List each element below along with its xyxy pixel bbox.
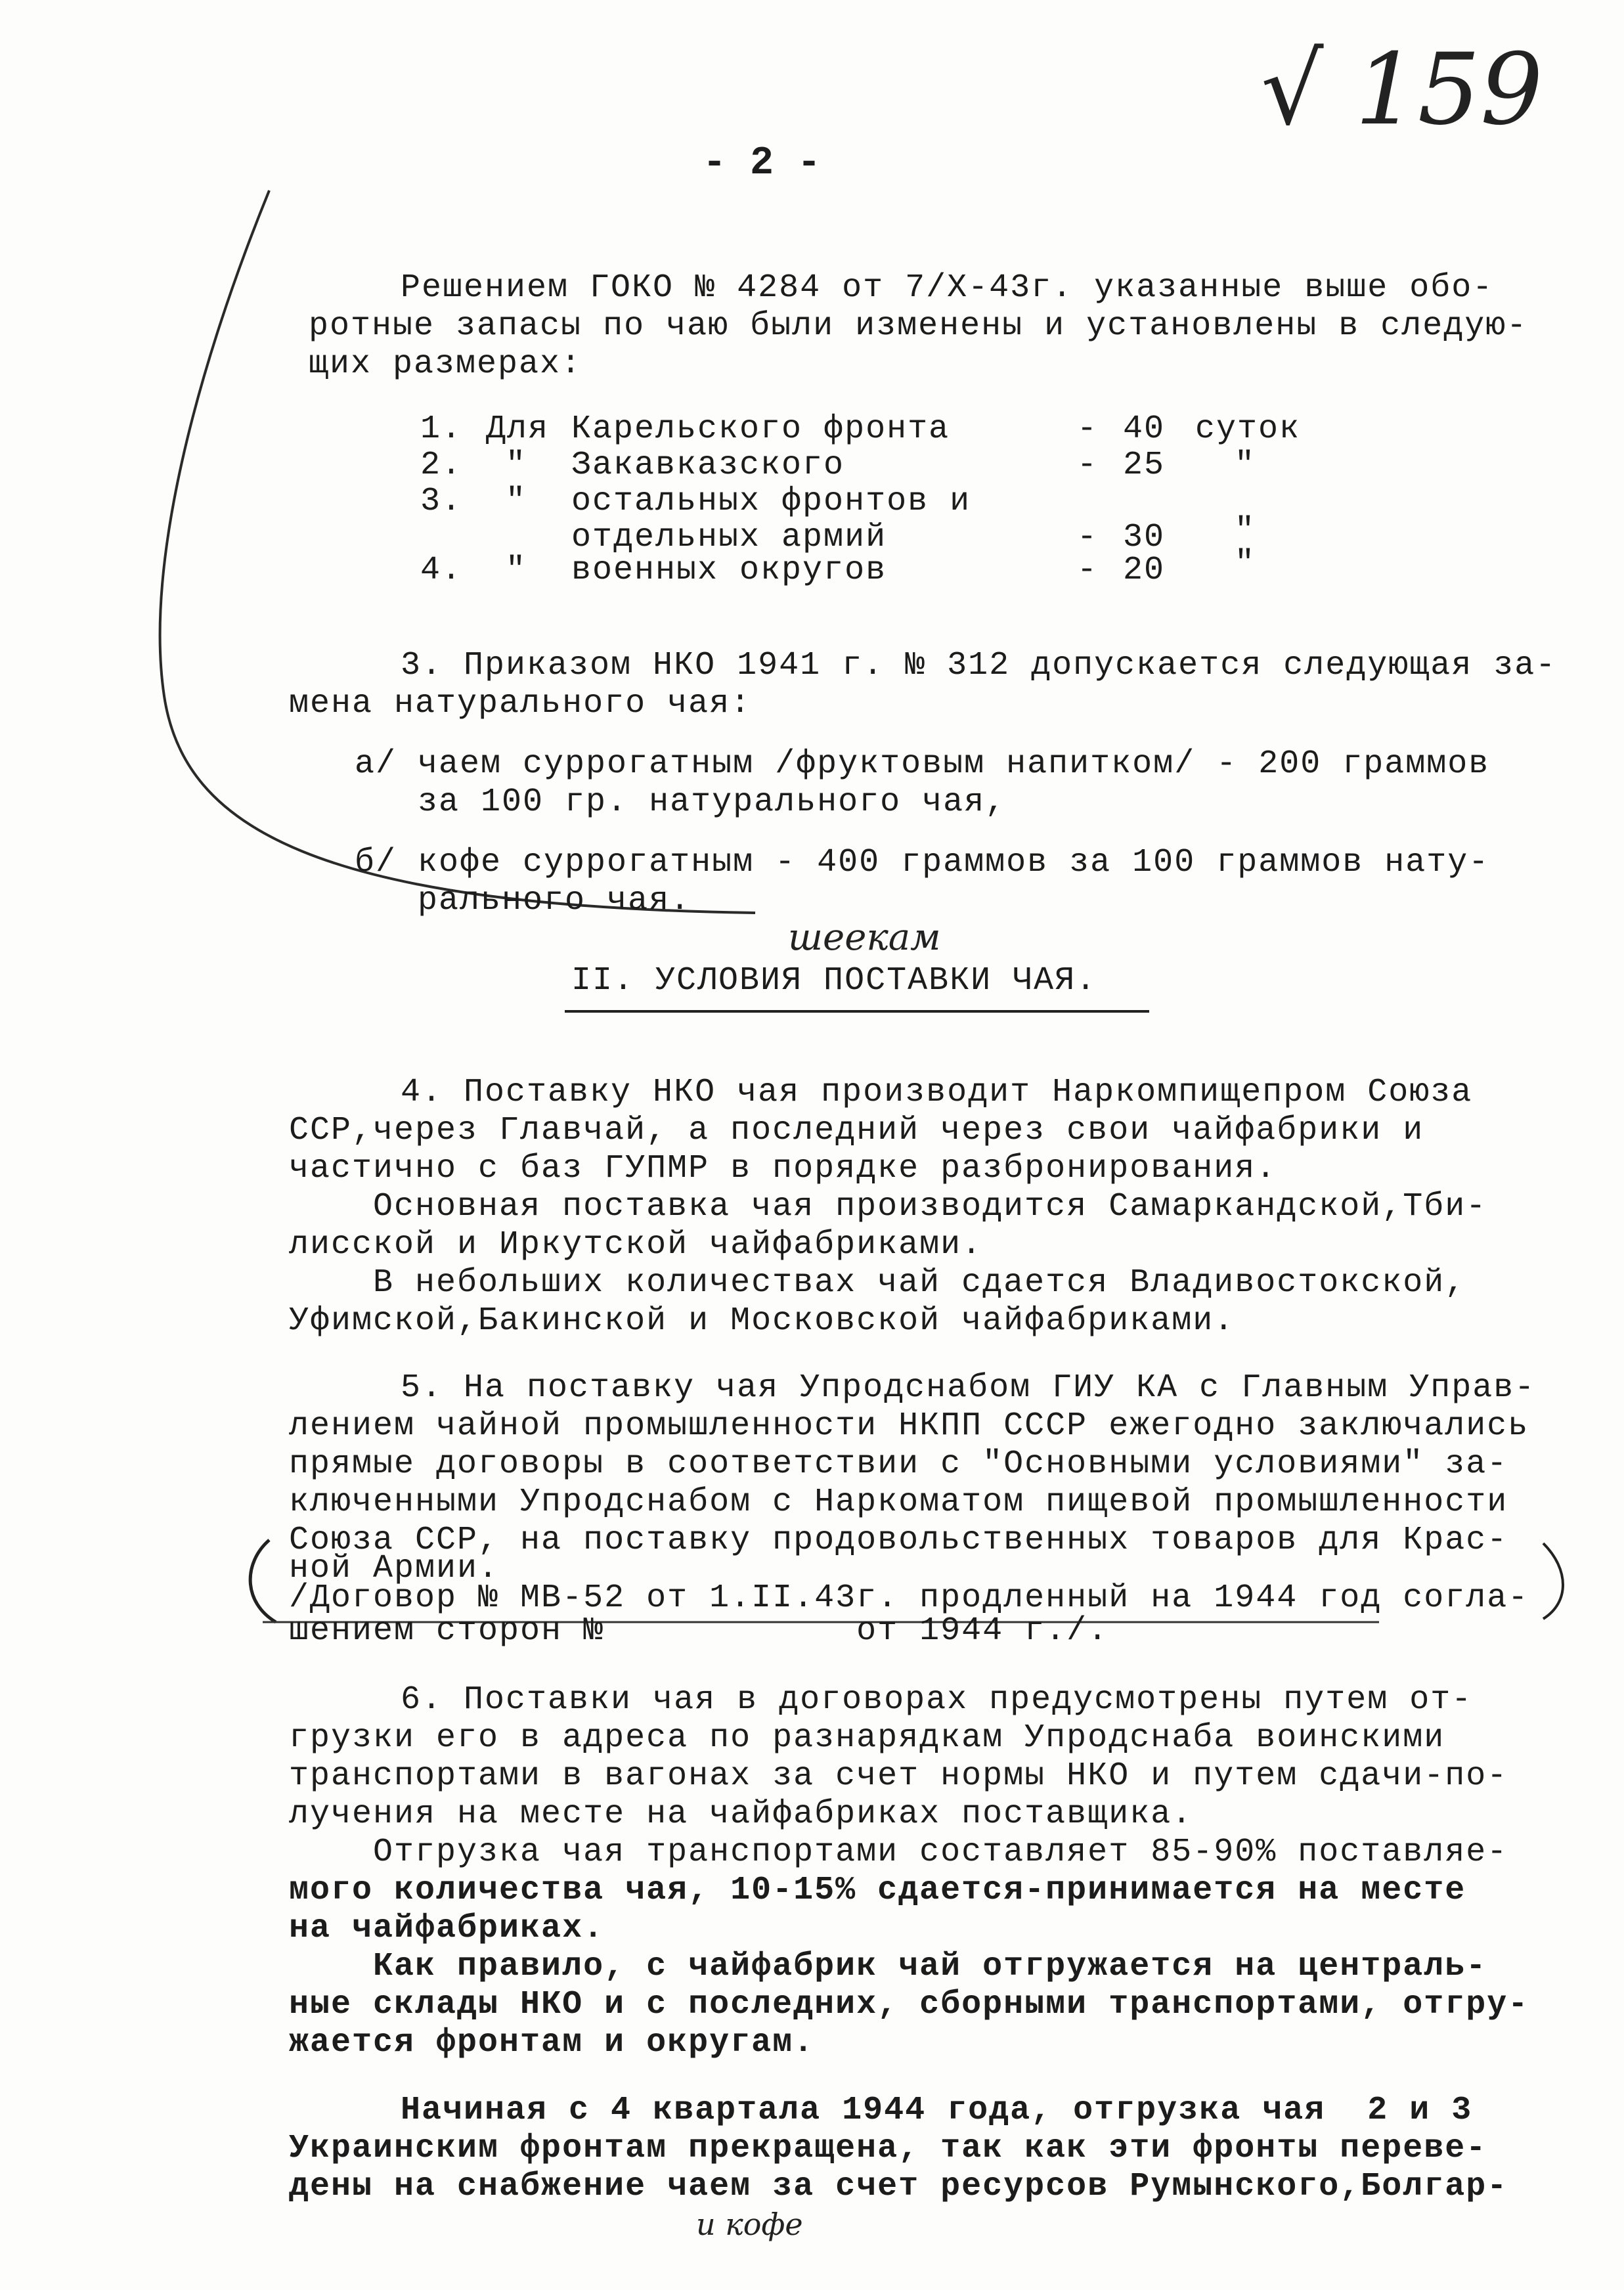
item4-line-7: Уфимской,Бакинской и Московской чайфабриками. [289, 1302, 1235, 1340]
item4-line-2: ССР,через Главчай, а последний через свои чайфабрики и [289, 1112, 1424, 1149]
sub-a-line-1: а/ чаем суррогатным /фруктовым напитком/ - 200 граммов [355, 745, 1490, 783]
item5-line-4: ключенными Упродснабом с Наркоматом пищевой промышленности [289, 1484, 1508, 1521]
final-line-3: дены на снабжение чаем за счет ресурсов Румынского,Болгар- [289, 2168, 1508, 2205]
item4-line-1: 4. Поставку НКО чая производит Наркомпищепром Союза [401, 1074, 1473, 1111]
handwritten-note-bottom: и кофе [696, 2207, 803, 2242]
final-line-2: Украинским фронтам прекращена, так как эти фронты переве- [289, 2130, 1487, 2167]
item5-line-6: ной Армии. [289, 1550, 500, 1587]
item6-line-7: на чайфабриках. [289, 1910, 605, 1947]
item5-line-2: лением чайной промышленности НКПП СССР ежегодно заключались [289, 1407, 1529, 1445]
item6-line-9: ные склады НКО и с последних, сборными транспортами, отгру- [289, 1986, 1529, 2023]
contract-bracket-right [1543, 1543, 1563, 1619]
contract-line-1: /Договор № МВ-52 от 1.II.43г. продленный на 1944 год согла- [289, 1579, 1529, 1617]
page-number: - 2 - [703, 141, 822, 186]
item4-line-4: Основная поставка чая производится Самаркандской,Тби- [289, 1188, 1487, 1225]
intro-line-3: щих размерах: [309, 345, 582, 383]
final-line-1: Начиная с 4 квартала 1944 года, отгрузка чая 2 и 3 [401, 2092, 1473, 2129]
item6-line-4: лучения на месте на чайфабриках поставщика. [289, 1795, 1193, 1833]
item5-line-3: прямые договоры в соответствии с "Основными условиями" за- [289, 1445, 1508, 1483]
item6-line-5: Отгрузка чая транспортами составляет 85-90% поставляе- [289, 1834, 1508, 1871]
item6-line-2: грузки его в адреса по разнарядкам Упродснаба воинскими [289, 1719, 1445, 1757]
item4-line-6: В небольших количествах чай сдается Владивостокской, [289, 1264, 1466, 1302]
item6-line-8: Как правило, с чайфабрик чай отгружается на централь- [289, 1948, 1487, 1985]
item5-line-1: 5. На поставку чая Упродснабом ГИУ КА с Главным Управ- [401, 1369, 1536, 1407]
item3-line-1: 3. Приказом НКО 1941 г. № 312 допускается следующая за- [401, 647, 1557, 684]
document-page: √ 159 - 2 - Решением ГОКО № 4284 от 7/Х-43г. указанные выше обо- ротные запасы по чаю были изменены и установлены в следую- щих размерах: 1. Для Карельского фронта - 40 суток 2. " Закавказского - 25 " 3. " остальных фронтов и отдельных армий - 30 " 4. " военных округов - 20 " 3. Приказом НКО 1941 г. № 312 допускается следующая за- мена натурального чая: а/ чаем суррогатным /фруктовым напитком/ - 200 граммов за 100 гр. натурального чая, б/ кофе суррогатным - 400 граммов за 100 граммов нату- рального чая. шеекам II. УСЛОВИЯ ПОСТАВКИ ЧАЯ. 4. Поставку НКО чая производит Наркомпищепром Союза ССР,через Главчай, а последний через свои чайфабрики и частично с баз ГУПМР в порядке разбронирования. Основная поставка чая производится Самаркандской,Тби- лисской и Иркутской чайфабриками. В небольших количествах чай сдается Владивостокской, Уфимской,Бакинской и Московской чайфабриками. 5. На поставку чая Упродснабом ГИУ КА с Главным Управ- лением чайной промышленности НКПП СССР ежегодно заключались прямые договоры в соответствии с "Основными условиями" за- ключенными Упродснабом с Наркоматом пищевой промышленности Союза ССР, на поставку продовольственных товаров для Крас- ной Армии. /Договор № МВ-52 от 1.II.43г. продленный на 1944 год согла- шением сторон № от 1944 г./. 6. Поставки чая в договорах предусмотрены путем от- грузки его в адреса по разнарядкам Упродснаба воинскими транспортами в вагонах за счет нормы НКО и путем сдачи-по- лучения на месте на чайфабриках поставщика. Отгрузка чая транспортами составляет 85-90% поставляе- мого количества чая, 10-15% сдается-принимается на месте на чайфабриках. Как правило, с чайфабрик чай отгружается на централь- ные склады НКО и с последних, сборными транспортами, отгру- жается фронтам и округам. Начиная с 4 квартала 1944 года, отгрузка чая 2 и 3 Украинским фронтам прекращена, так как эти фронты переве- дены на снабжение чаем за счет ресурсов Румынского,Болгар- и кофе [0, 0, 1624, 2290]
handwritten-note-above-heading: шеекам [788, 916, 941, 959]
sub-a-line-2: за 100 гр. натурального чая, [355, 783, 1007, 821]
contract-bracket-left [250, 1540, 276, 1622]
item4-line-5: лисской и Иркутской чайфабриками. [289, 1226, 983, 1264]
item5-line-5: Союза ССР, на поставку продовольственных товаров для Крас- [289, 1522, 1508, 1559]
sub-b-line-1: б/ кофе суррогатным - 400 граммов за 100 граммов нату- [355, 844, 1490, 881]
section-heading: II. УСЛОВИЯ ПОСТАВКИ ЧАЯ. [571, 962, 1097, 1000]
intro-line-1: Решением ГОКО № 4284 от 7/Х-43г. указанные выше обо- [401, 269, 1494, 307]
item6-line-1: 6. Поставки чая в договорах предусмотрены путем от- [401, 1681, 1473, 1719]
item6-line-10: жается фронтам и округам. [289, 2024, 815, 2061]
handwritten-folio-number: √ 159 [1261, 33, 1543, 147]
item3-line-2: мена натурального чая: [289, 685, 752, 722]
item4-line-3: частично с баз ГУПМР в порядке разбронирования. [289, 1150, 1277, 1187]
item6-line-3: транспортами в вагонах за счет нормы НКО и путем сдачи-по- [289, 1757, 1508, 1795]
item6-line-6: мого количества чая, 10-15% сдается-принимается на месте [289, 1872, 1466, 1909]
sub-b-line-2: рального чая. [355, 882, 691, 919]
contract-line-2: шением сторон № от 1944 г./. [289, 1612, 1109, 1650]
intro-line-2: ротные запасы по чаю были изменены и установлены в следую- [309, 307, 1528, 345]
